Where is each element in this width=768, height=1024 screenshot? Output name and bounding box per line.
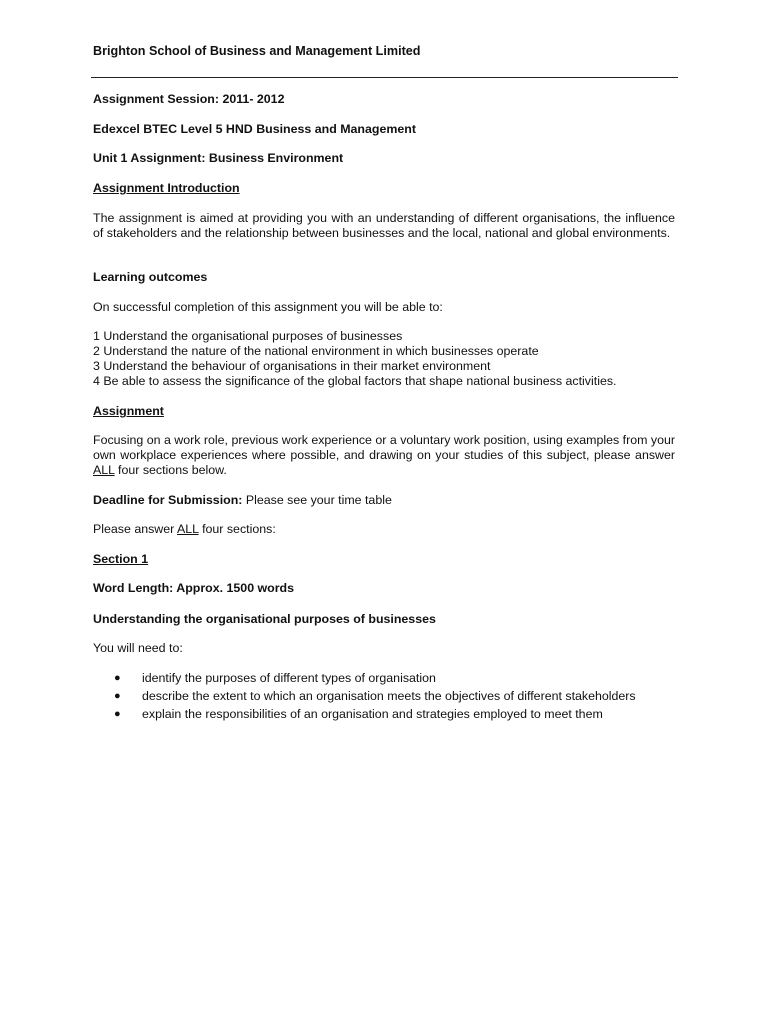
assignment-emphasis-all: ALL — [93, 463, 115, 477]
section-1-subheading: Understanding the organisational purposes of businesses — [93, 612, 436, 626]
assignment-heading: Assignment — [93, 404, 164, 418]
learning-outcome-item: 2 Understand the nature of the national environment in which businesses operate — [93, 344, 539, 358]
intro-heading: Assignment Introduction — [93, 181, 240, 195]
section-1-lead: You will need to: — [93, 641, 183, 655]
learning-outcomes-lead: On successful completion of this assignment you will be able to: — [93, 300, 443, 314]
deadline-line — [93, 493, 675, 508]
bullet-icon: ● — [114, 690, 121, 702]
section-1-bullet-list — [111, 671, 671, 725]
word-length: Word Length: Approx. 1500 words — [93, 581, 295, 595]
assignment-session: Assignment Session: 2011- 2012 — [93, 92, 285, 106]
deadline-label: Deadline for Submission: — [93, 493, 243, 507]
assignment-text-end: four sections below. — [114, 463, 227, 477]
intro-paragraph: The assignment is aimed at providing you with an understanding of different organisations, the influence of stakeholders and the relationship between businesses and the local, national and global environments. — [93, 211, 675, 240]
list-item — [111, 671, 671, 689]
learning-outcome-item: 1 Understand the organisational purposes of businesses — [93, 329, 403, 343]
assignment-paragraph — [93, 433, 675, 478]
list-item — [111, 689, 671, 707]
learning-outcome-item: 4 Be able to assess the significance of the global factors that shape national business activities. — [93, 374, 617, 388]
learning-outcomes-heading: Learning outcomes — [93, 270, 208, 284]
answer-all-line — [93, 522, 675, 537]
list-item-text: explain the responsibilities of an organisation and strategies employed to meet them — [142, 707, 603, 721]
bullet-icon: ● — [114, 672, 121, 684]
unit-title: Unit 1 Assignment: Business Environment — [93, 151, 344, 165]
header-divider — [91, 77, 678, 78]
assignment-text-start: Focusing on a work role, previous work experience or a voluntary work position, using examples from your own workplace experiences where possible, and drawing on your studies of this subject, please answer — [93, 433, 675, 462]
qualification-title: Edexcel BTEC Level 5 HND Business and Management — [93, 122, 416, 136]
answer-all-text-start: Please answer — [93, 522, 178, 536]
list-item-text: identify the purposes of different types of organisation — [142, 671, 436, 685]
learning-outcome-item: 3 Understand the behaviour of organisations in their market environment — [93, 359, 491, 373]
answer-all-emphasis: ALL — [177, 522, 199, 536]
list-item — [111, 707, 671, 725]
deadline-value: Please see your time table — [242, 493, 392, 507]
learning-outcomes-list — [93, 329, 675, 389]
bullet-icon: ● — [114, 708, 121, 720]
answer-all-text-end: four sections: — [198, 522, 276, 536]
section-1-heading: Section 1 — [93, 552, 149, 566]
list-item-text: describe the extent to which an organisation meets the objectives of different stakeholders — [142, 689, 636, 703]
school-name-header: Brighton School of Business and Management Limited — [93, 44, 421, 58]
